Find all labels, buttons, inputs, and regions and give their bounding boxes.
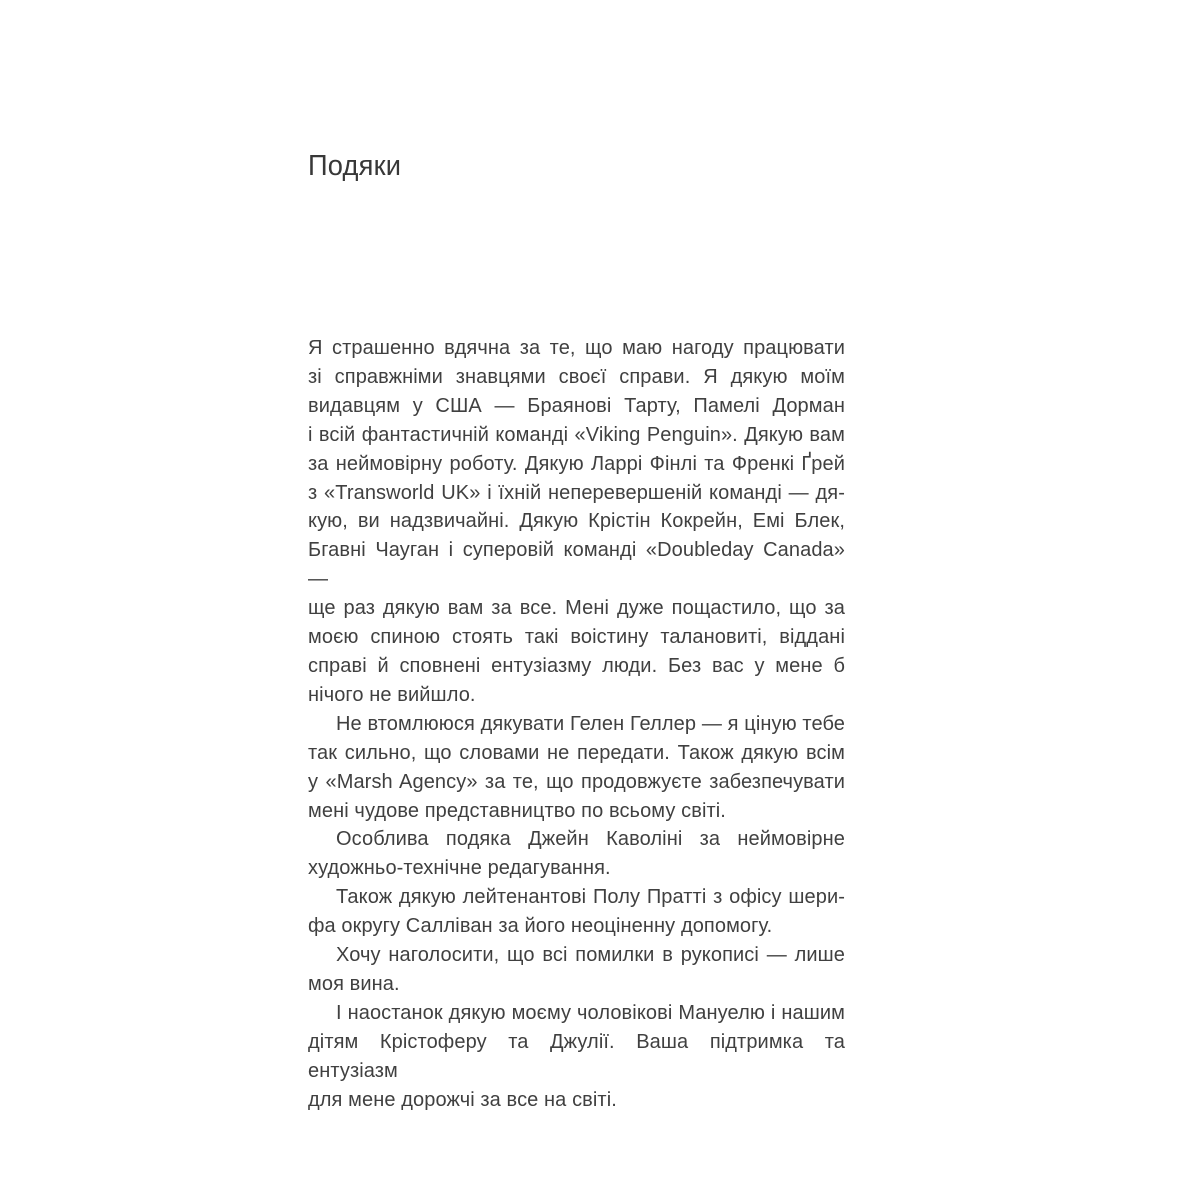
text-line: ще раз дякую вам за все. Мені дуже пощастило, що за [308,597,845,620]
chapter-title: Подяки [308,150,402,182]
text-line: Особлива подяка Джейн Каволіні за неймовірне [336,828,845,851]
text-line: для мене дорожчі за все на світі. [308,1088,617,1111]
text-line: за неймовірну роботу. Дякую Ларрі Фінлі та Френкі Ґрей [308,452,845,475]
text-line: і всій фантастичній команді «Viking Penguin». Дякую вам [308,423,845,446]
text-line: видавцям у США — Браянові Тарту, Памелі Дорман [308,394,845,417]
text-line: Я страшенно вдячна за те, що маю нагоду працювати [308,337,845,359]
body-text [308,334,845,1114]
text-line: справі й сповнені ентузіазму люди. Без вас у мене б [308,654,845,677]
text-line: художньо-технічне редагування. [308,857,611,880]
text-line: так сильно, що словами не передати. Також дякую всім [308,741,845,764]
text-line: моя вина. [308,972,400,995]
text-line: з «Transworld UK» і їхній неперевершеній команді — дя- [308,481,845,504]
text-line: мені чудове представництво по всьому світі. [308,799,726,822]
text-line: дітям Крістоферу та Джулії. Ваша підтримка та ентузіазм [308,1030,845,1082]
text-line: І наостанок дякую моєму чоловікові Мануелю і нашим [336,1001,845,1024]
text-line: Хочу наголосити, що всі помилки в рукописі — лише [336,944,845,967]
text-line: Не втомлююся дякувати Гелен Геллер — я ціную тебе [336,712,845,735]
text-line: Бгавні Чауган і суперовій команді «Doubleday Canada» — [308,539,845,591]
text-line: фа округу Салліван за його неоціненну допомогу. [308,915,773,938]
text-line: зі справжніми знавцями своєї справи. Я дякую моїм [308,365,845,388]
text-line: Також дякую лейтенантові Полу Пратті з офісу шери- [336,886,845,909]
text-line: у «Marsh Agency» за те, що продовжуєте забезпечувати [308,770,845,793]
text-line: нічого не вийшло. [308,683,476,706]
text-line: моєю спиною стоять такі воістину талановиті, віддані [308,626,845,649]
text-line: кую, ви надзвичайні. Дякую Крістін Кокрейн, Емі Блек, [308,510,845,533]
